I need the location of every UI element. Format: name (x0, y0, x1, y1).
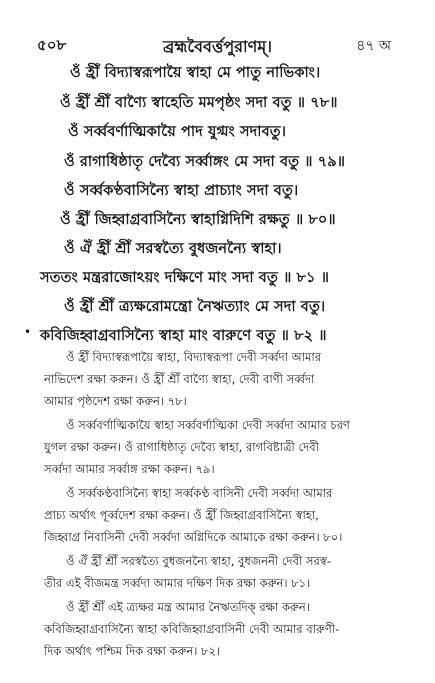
commentary-line: আমার পৃষ্ঠদেশ রক্ষা করুন। ৭৮। (44, 394, 187, 408)
verse-line: কবিজিহ্বাগ্রবাসিন্যৈ স্বাহা মাং বারুণে বতু ॥ ৮২ ॥ (40, 328, 327, 344)
book-title: ব্রহ্মবৈবর্ত্তপুরাণম্‌। (163, 37, 272, 56)
commentary-line: কবিজিহ্বাগ্রবাসিন্যৈ স্বাহা কবিজিহ্বাগ্রবাসিনী দেবী আমার বারুণী- (44, 622, 340, 636)
verse-line: ওঁ হ্রীঁ বিদ্যাস্বরূপায়ৈ স্বাহা মে পাতু নাভিকাং। (70, 65, 321, 81)
commentary-line: ওঁ ঐঁ হ্রীঁ শ্রীঁ সরস্বত্যৈ বুধজনন্যৈ স্বাহা, বুধজননী দেবী সরস্ব- (66, 554, 331, 568)
verse-line-wrapper (0, 325, 435, 347)
commentary-line: দিক অর্থাৎ পশ্চিম দিক রক্ষা করুন। ৮২। (44, 644, 221, 658)
commentary-line: প্রাচ্য অর্থাৎ পূর্ব্বদেশ রক্ষা করুন। ওঁ হ্রীঁ জিহ্বাগ্রবাসিন্যৈ স্বাহা, (44, 508, 319, 522)
commentary-line: ওঁ সর্ব্বকণ্ঠবাসিন্যৈ স্বাহা সর্ব্বকণ্ঠ বাসিনী দেবী সর্ব্বদা আমার (66, 486, 333, 500)
verse-line: ওঁ সর্ব্ববর্ণাত্মিকায়ৈ পাদ যুগ্মং সদাবতু। (68, 124, 287, 140)
verse-line: ওঁ হ্রীঁ শ্রীঁ বাণ্যৈ স্বাহেতি মমপৃষ্ঠং সদা বতু ॥ ৭৮॥ (60, 95, 338, 111)
commentary-line: ওঁ সর্ব্ববর্ণাত্মিকায়ৈ স্বাহা সর্ব্ববর্ণাত্মিকা দেবী সর্ব্বদা আমার চরণ (66, 418, 350, 432)
verse-line: ওঁ ঐঁ হ্রীঁ শ্রীঁ সরস্বত্যৈ বুধজনন্যৈ স্বাহা। (64, 241, 282, 257)
commentary-line: নাভিদেশ রক্ষা করুন। ওঁ হ্রীঁ শ্রীঁ বাণ্যৈ স্বাহা, দেবী বাণী সর্ব্বদা (44, 372, 315, 386)
bullet-mark: • (24, 325, 32, 339)
page-header (0, 34, 435, 60)
commentary-line: যুগল রক্ষা করুন। ওঁ রাগাধিষ্ঠাতৃ দেব্যৈ স্বাহা, রাগবিষ্টাত্রী দেবী (44, 440, 319, 454)
commentary-line: ওঁ হ্রীঁ বিদ্যাস্বরূপায়ৈ স্বাহা, বিদ্যাস্বরূপা দেবী সর্ব্বদা আমার (66, 350, 322, 364)
verse-line: ওঁ রাগাধিষ্ঠাতৃ দেব্যৈ সর্ব্বাঙ্গং মে সদা বতু ॥ ৭৯॥ (64, 154, 346, 170)
verse-line: ওঁ হ্রীঁ জিহ্বাগ্রবাসিন্যৈ স্বাহাগ্নিদিশি রক্ষতু ॥ ৮০॥ (60, 212, 336, 228)
commentary-line: ওঁ হ্রীঁ শ্রীঁ এই ত্র্যক্ষর মন্ত্র আমার নৈঋতদিক্‌ রক্ষা করুন। (66, 600, 310, 614)
page-number: ৫০৮ (37, 36, 67, 54)
verse-line: সততং মন্ত্ররাজোঽয়ং দক্ষিণে মাং সদা বতু ॥ ৮১ ॥ (40, 270, 330, 286)
verse-line: ওঁ সর্ব্বকণ্ঠবাসিন্যৈ স্বাহা প্রাচ্যাং সদা বতু। (64, 183, 299, 199)
commentary-line: সর্ব্বদা আমার সর্ব্বাঙ্গ রক্ষা করুন। ৭৯। (44, 462, 215, 476)
verse-line: ওঁ হ্রীঁ শ্রীঁ ত্র্যক্ষরোমন্ত্রো নৈঋত্যাং মে সদা বতু। (64, 299, 326, 315)
commentary-line: জিহ্বাগ্র নিবাসিনী দেবী সর্ব্বদা অগ্নিদিকে আমাকে রক্ষা করুন। ৮০। (44, 530, 343, 544)
commentary-line: তীর এই বীজমন্ত্র সর্ব্বদা আমার দক্ষিণ দিক রক্ষা করুন। ৮১। (44, 576, 311, 590)
chapter-number: ৪৭ অ (356, 38, 391, 54)
